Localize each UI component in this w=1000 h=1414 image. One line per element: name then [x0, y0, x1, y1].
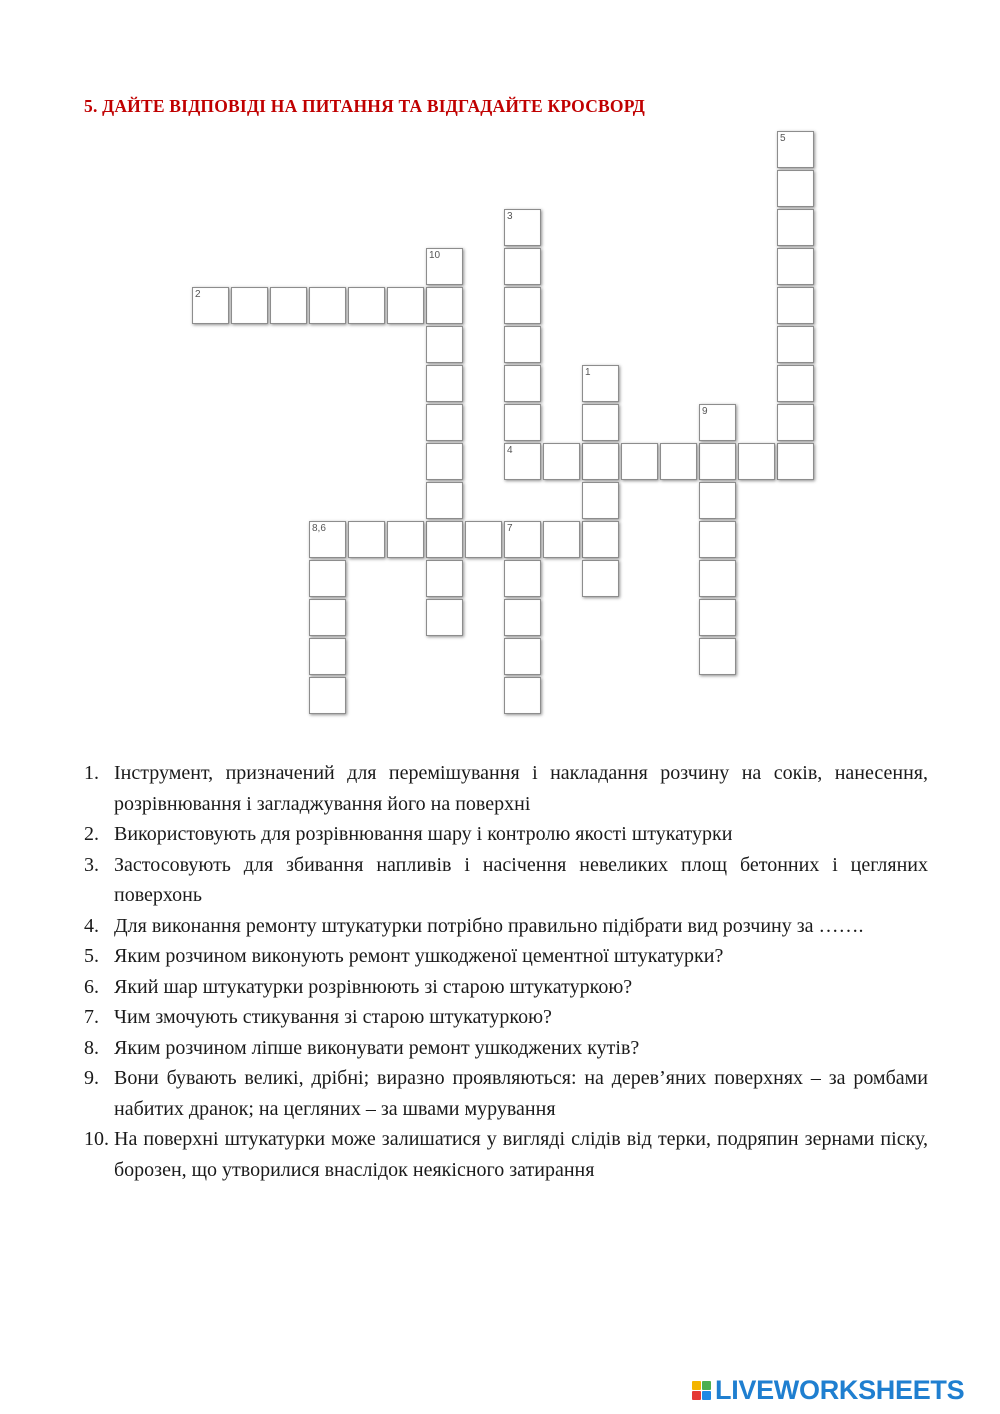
crossword-cell[interactable]	[699, 638, 736, 675]
clue-number: 3.	[84, 853, 99, 876]
clue-text: Для виконання ремонту штукатурки потрібно правильно підібрати вид розчину за …….	[114, 914, 864, 937]
logo-square-4	[702, 1391, 711, 1400]
crossword-cell[interactable]	[543, 521, 580, 558]
cell-number: 7	[507, 523, 513, 534]
crossword-cell[interactable]	[504, 599, 541, 636]
clue-text: Застосовують для збивання напливів і насічення невеликих площ бетонних і цегляних поверхонь	[114, 853, 928, 906]
clue-text: Використовують для розрівнювання шару і контролю якості штукатурки	[114, 823, 733, 845]
crossword-cell[interactable]	[231, 287, 268, 324]
crossword-cell[interactable]	[192, 287, 229, 324]
crossword-cell[interactable]	[504, 326, 541, 363]
liveworksheets-logo	[692, 1374, 964, 1406]
crossword-cell[interactable]	[426, 404, 463, 441]
crossword-cell[interactable]	[777, 443, 814, 480]
crossword-cell[interactable]	[582, 443, 619, 480]
crossword-cell[interactable]	[426, 365, 463, 402]
clue-list	[84, 758, 928, 1185]
crossword-cell[interactable]	[504, 638, 541, 675]
crossword-cell[interactable]	[309, 287, 346, 324]
clue-item	[84, 1002, 928, 1033]
clue-number: 5.	[84, 945, 99, 967]
logo-square-2	[702, 1381, 711, 1390]
clue-text: Який шар штукатурки розрівнюють зі старою штукатуркою?	[114, 975, 633, 998]
crossword-cell[interactable]	[777, 248, 814, 285]
clue-text: Вони бувають великі, дрібні; виразно проявляються: на дерев’яних поверхнях – за ромбами набитих дранок; на цегляних – за швами мурування	[114, 1067, 928, 1120]
crossword-cell[interactable]	[348, 287, 385, 324]
crossword-cell[interactable]	[309, 599, 346, 636]
clue-number: 10.	[84, 1128, 109, 1150]
clue-number: 8.	[84, 1036, 99, 1059]
crossword-cell[interactable]	[426, 443, 463, 480]
crossword-cell[interactable]	[270, 287, 307, 324]
crossword-cell[interactable]	[621, 443, 658, 480]
clue-number: 4.	[84, 914, 99, 937]
crossword-cell[interactable]	[777, 170, 814, 207]
crossword-cell[interactable]	[699, 599, 736, 636]
cell-number: 1	[585, 367, 591, 378]
clue-item	[84, 1063, 928, 1124]
crossword-cell[interactable]	[387, 287, 424, 324]
clue-text: Яким розчином ліпше виконувати ремонт ушкоджених кутів?	[114, 1036, 640, 1059]
clue-item	[84, 1033, 928, 1064]
crossword-cell[interactable]	[309, 638, 346, 675]
cell-number: 8,6	[312, 523, 326, 534]
crossword-cell[interactable]	[738, 443, 775, 480]
crossword-cell[interactable]	[504, 248, 541, 285]
crossword-cell[interactable]	[660, 443, 697, 480]
crossword-cell[interactable]	[504, 404, 541, 441]
clue-number: 7.	[84, 1006, 99, 1028]
clue-number: 1.	[84, 762, 99, 784]
crossword-cell[interactable]	[699, 443, 736, 480]
crossword-cell[interactable]	[504, 287, 541, 324]
crossword-cell[interactable]	[777, 209, 814, 246]
crossword-cell[interactable]	[699, 404, 736, 441]
logo-square-3	[692, 1391, 701, 1400]
crossword-cell[interactable]	[699, 521, 736, 558]
clue-item	[84, 819, 928, 850]
crossword-cell[interactable]	[309, 560, 346, 597]
clue-number: 2.	[84, 823, 99, 845]
clue-text: Яким розчином виконують ремонт ушкодженої цементної штукатурки?	[114, 945, 724, 967]
logo-square-1	[692, 1381, 701, 1390]
clue-text: Чим змочують стикування зі старою штукатуркою?	[114, 1006, 552, 1028]
clue-item	[84, 941, 928, 972]
crossword-cell[interactable]	[504, 677, 541, 714]
cell-number: 2	[195, 289, 201, 300]
crossword-cell[interactable]	[777, 404, 814, 441]
crossword-cell[interactable]	[543, 443, 580, 480]
crossword-cell[interactable]	[582, 482, 619, 519]
crossword-cell[interactable]	[465, 521, 502, 558]
crossword-cell[interactable]	[582, 365, 619, 402]
crossword-cell[interactable]	[777, 326, 814, 363]
crossword-cell[interactable]	[426, 326, 463, 363]
clue-item	[84, 1124, 928, 1185]
clue-number: 9.	[84, 1067, 99, 1089]
cell-number: 9	[702, 406, 708, 417]
crossword-cell[interactable]	[699, 560, 736, 597]
crossword-cell[interactable]	[777, 287, 814, 324]
crossword-cell[interactable]	[777, 131, 814, 168]
clue-item	[84, 850, 928, 911]
crossword-cell[interactable]	[504, 209, 541, 246]
crossword-cell[interactable]	[426, 248, 463, 285]
cell-number: 4	[507, 445, 513, 456]
clue-text: Інструмент, призначений для перемішування і накладання розчину на соків, нанесення, розрівнювання і загладжування його на поверхні	[114, 762, 928, 815]
clue-number: 6.	[84, 975, 99, 998]
crossword-cell[interactable]	[582, 404, 619, 441]
crossword-cell[interactable]	[426, 560, 463, 597]
cell-number: 3	[507, 211, 513, 222]
clue-item	[84, 972, 928, 1003]
crossword-cell[interactable]	[504, 560, 541, 597]
cell-number: 10	[429, 250, 441, 261]
worksheet-title: 5. ДАЙТЕ ВІДПОВІДІ НА ПИТАННЯ ТА ВІДГАДАЙТЕ КРОСВОРД	[84, 96, 645, 116]
crossword-cell[interactable]	[582, 521, 619, 558]
crossword-cell[interactable]	[504, 521, 541, 558]
crossword-cell[interactable]	[777, 365, 814, 402]
crossword-cell[interactable]	[504, 443, 541, 480]
logo-text: LIVEWORKSHEETS	[715, 1374, 965, 1405]
clue-item	[84, 758, 928, 819]
crossword-cell[interactable]	[699, 482, 736, 519]
crossword-cell[interactable]	[426, 521, 463, 558]
cell-number: 5	[780, 133, 786, 144]
crossword-cell[interactable]	[348, 521, 385, 558]
crossword-cell[interactable]	[309, 521, 346, 558]
clue-item	[84, 911, 928, 942]
crossword-cell[interactable]	[309, 677, 346, 714]
crossword-cell[interactable]	[426, 482, 463, 519]
crossword-cell[interactable]	[426, 287, 463, 324]
clue-text: На поверхні штукатурки може залишатися у вигляді слідів від терки, подряпин зернами піску, борозен, що утворилися внаслідок неякісного затирання	[114, 1128, 928, 1181]
logo-mark-icon	[692, 1381, 711, 1400]
crossword-cell[interactable]	[582, 560, 619, 597]
crossword-cell[interactable]	[426, 599, 463, 636]
crossword-cell[interactable]	[504, 365, 541, 402]
crossword-cell[interactable]	[387, 521, 424, 558]
